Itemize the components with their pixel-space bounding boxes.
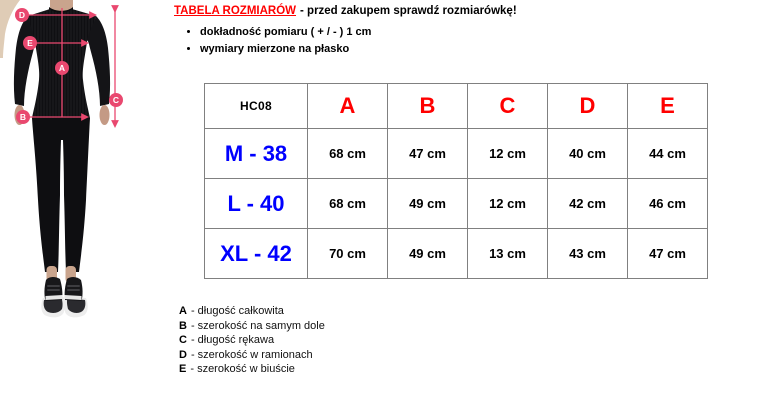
legend-letter: A	[179, 305, 187, 317]
header-block	[174, 4, 760, 59]
column-header-b: B	[388, 84, 468, 129]
measurement-legend	[179, 304, 325, 377]
legend-text: - długość rękawa	[190, 334, 275, 347]
value-cell: 70 cm	[308, 229, 388, 279]
measure-marker-d-label: D	[18, 10, 26, 20]
legend-item-d	[179, 348, 325, 363]
legend-text: - szerokość w ramionach	[190, 348, 313, 361]
legend-text: - szerokość na samym dole	[190, 319, 325, 332]
value-cell: 44 cm	[628, 129, 708, 179]
table-header-row	[205, 84, 708, 129]
size-label-m: M - 38	[205, 129, 308, 179]
right-hand	[100, 105, 110, 125]
column-header-c: C	[468, 84, 548, 129]
measure-marker-e-label: E	[27, 38, 33, 48]
legend-letter: B	[179, 319, 187, 332]
size-label-xl: XL - 42	[205, 229, 308, 279]
value-cell: 49 cm	[388, 229, 468, 279]
legend-item-e	[179, 362, 325, 377]
value-cell: 43 cm	[548, 229, 628, 279]
left-sneaker	[41, 277, 65, 317]
model-photo-svg	[0, 0, 170, 330]
column-header-d: D	[548, 84, 628, 129]
legend-letter: C	[179, 334, 187, 347]
page-title-highlight: TABELA ROZMIARÓW	[174, 5, 297, 17]
model-code-cell: HC08	[205, 84, 308, 129]
value-cell: 49 cm	[388, 179, 468, 229]
column-header-a: A	[308, 84, 388, 129]
page-title	[174, 4, 760, 19]
table-row-m	[205, 129, 708, 179]
note-flat-measure: • wymiary mierzone na płasko	[200, 42, 760, 57]
measure-marker-a-label: A	[58, 63, 66, 73]
legend-letter: E	[179, 363, 187, 376]
right-sneaker	[64, 277, 88, 317]
value-cell: 68 cm	[308, 129, 388, 179]
page-title-rest: - przed zakupem sprawdź rozmiarówkę!	[300, 5, 517, 17]
value-cell: 40 cm	[548, 129, 628, 179]
note-accuracy: • dokładność pomiaru ( + / - ) 1 cm	[200, 25, 760, 40]
size-label-l: L - 40	[205, 179, 308, 229]
value-cell: 47 cm	[388, 129, 468, 179]
model-photo	[0, 0, 170, 330]
value-cell: 13 cm	[468, 229, 548, 279]
table-row-xl	[205, 229, 708, 279]
notes-list	[174, 25, 760, 57]
measure-marker-c-label: C	[112, 95, 120, 105]
legend-item-c	[179, 333, 325, 348]
measure-marker-b-label: B	[19, 112, 27, 122]
value-cell: 46 cm	[628, 179, 708, 229]
legend-item-a	[179, 304, 325, 319]
size-table	[204, 83, 708, 279]
value-cell: 12 cm	[468, 179, 548, 229]
table-row-l	[205, 179, 708, 229]
legend-text: - długość całkowita	[190, 305, 284, 317]
column-header-e: E	[628, 84, 708, 129]
value-cell: 42 cm	[548, 179, 628, 229]
leggings	[32, 118, 90, 272]
legend-item-b	[179, 319, 325, 334]
value-cell: 12 cm	[468, 129, 548, 179]
legend-letter: D	[179, 348, 187, 361]
legend-text: - szerokość w biuście	[190, 363, 295, 376]
value-cell: 68 cm	[308, 179, 388, 229]
value-cell: 47 cm	[628, 229, 708, 279]
